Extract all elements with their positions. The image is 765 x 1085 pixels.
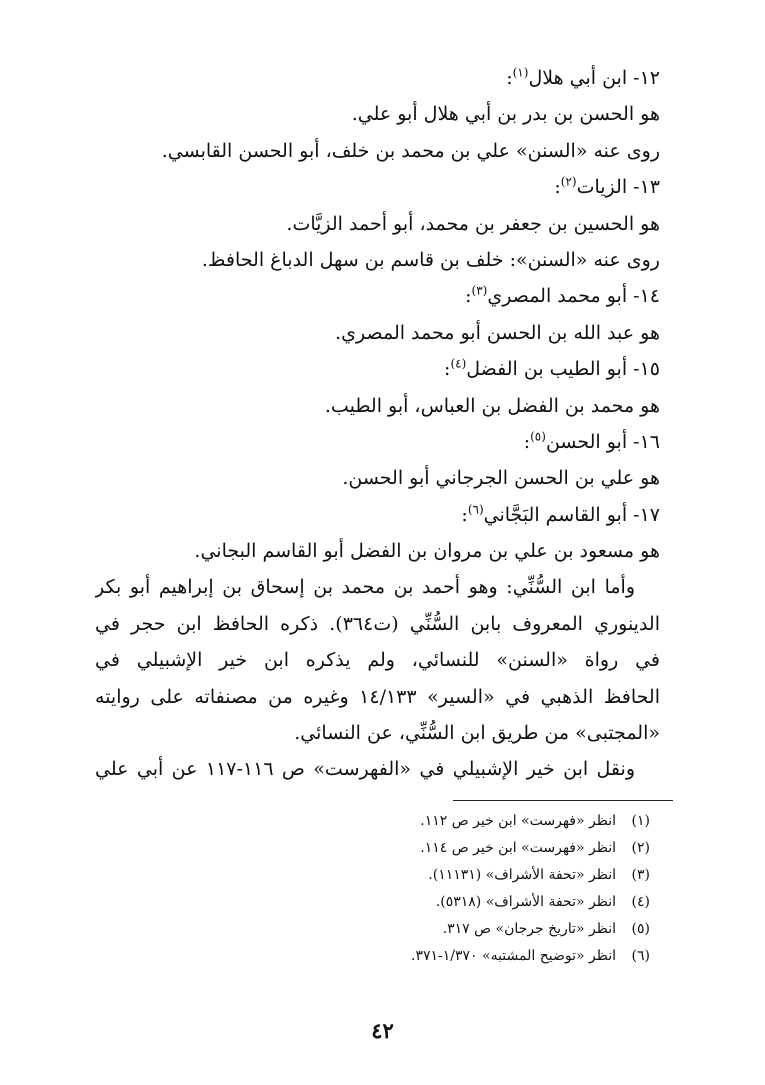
footnote-separator	[453, 800, 673, 801]
paragraph-line: الحافظ الذهبي في «السير» ١٤/١٣٣ وغيره من مصنفاته على روايته	[95, 685, 660, 708]
footnote	[250, 808, 650, 835]
footnote-ref: (٣)	[471, 284, 488, 299]
footnote-text: انظر «تاريخ جرجان» ص ٣١٧.	[442, 921, 616, 937]
page-number: ٤٢	[371, 1018, 394, 1043]
footnote-number: (٣)	[631, 867, 650, 883]
footnote	[250, 916, 650, 943]
footnotes	[250, 808, 650, 970]
heading-line: ١٤- أبو محمد المصري$^{(٣)}$:	[465, 284, 660, 308]
footnote-ref: (٦)	[467, 502, 484, 517]
footnote-ref: (٢)	[560, 174, 577, 189]
footnote-text: انظر «تحفة الأشراف» (١١١٣١).	[428, 867, 616, 883]
text-line: هو محمد بن الفضل بن العباس، أبو الطيب.	[324, 394, 660, 417]
footnote-ref: (٤)	[450, 356, 467, 371]
footnote	[250, 943, 650, 970]
heading-line: ١٦- أبو الحسن$^{(٥)}$:	[523, 429, 660, 453]
heading-line: ١٢- ابن أبي هلال$^{(١)}$:	[506, 65, 660, 89]
footnote-number: (٤)	[631, 894, 650, 910]
footnote-ref: (١)	[512, 65, 529, 80]
text-line: روى عنه «السنن»: خلف بن قاسم بن سهل الدباغ الحافظ.	[201, 248, 660, 271]
heading-line: ١٧- أبو القاسم البَجَّاني$^{(٦)}$:	[461, 502, 660, 526]
heading-line: ١٥- أبو الطيب بن الفضل$^{(٤)}$:	[444, 356, 660, 381]
footnote	[250, 889, 650, 916]
paragraph-line: ونقل ابن خير الإشبيلي في «الفهرست» ص ١١٦-١١٧ عن أبي علي	[95, 758, 635, 781]
heading-line: ١٣- الزيات$^{(٢)}$:	[554, 174, 660, 199]
paragraph-line: وأما ابن السُّنِّي: وهو أحمد بن محمد بن إسحاق بن إبراهيم أبو بكر	[95, 576, 635, 599]
main-text	[95, 60, 660, 788]
footnote-number: (٥)	[631, 921, 650, 937]
text-line: هو مسعود بن علي بن مروان بن الفضل أبو القاسم البجاني.	[194, 540, 660, 563]
text-line: روى عنه «السنن» علي بن محمد بن خلف، أبو الحسن القابسي.	[161, 139, 660, 162]
footnote	[250, 835, 650, 862]
text-line: هو الحسن بن بدر بن أبي هلال أبو علي.	[351, 103, 660, 126]
paragraph-line: الدينوري المعروف بابن السُّنِّي (ت٣٦٤). ذكره الحافظ ابن حجر في	[95, 612, 660, 635]
footnote-text: انظر «توضيح المشتبه» ١/٣٧٠-٣٧١.	[411, 948, 616, 964]
text-line: هو الحسين بن جعفر بن محمد، أبو أحمد الزيَّات.	[286, 212, 660, 235]
footnote	[250, 862, 650, 889]
footnote-text: انظر «تحفة الأشراف» (٥٣١٨).	[435, 894, 616, 910]
footnote-ref: (٥)	[530, 429, 546, 444]
footnote-number: (٢)	[631, 840, 650, 856]
text-line: هو عبد الله بن الحسن أبو محمد المصري.	[335, 321, 660, 344]
footnote-text: انظر «فهرست» ابن خير ص ١١٢.	[420, 813, 616, 829]
footnote-text: انظر «فهرست» ابن خير ص ١١٤.	[420, 840, 616, 856]
paragraph-line: «المجتبى» من طريق ابن السُّنِّي، عن النسائي.	[294, 722, 660, 745]
footnote-number: (١)	[631, 813, 650, 829]
paragraph-line: في رواة «السنن» للنسائي، ولم يذكره ابن خير الإشبيلي في	[95, 649, 660, 672]
text-line: هو علي بن الحسن الجرجاني أبو الحسن.	[342, 467, 660, 490]
footnote-number: (٦)	[631, 948, 650, 964]
